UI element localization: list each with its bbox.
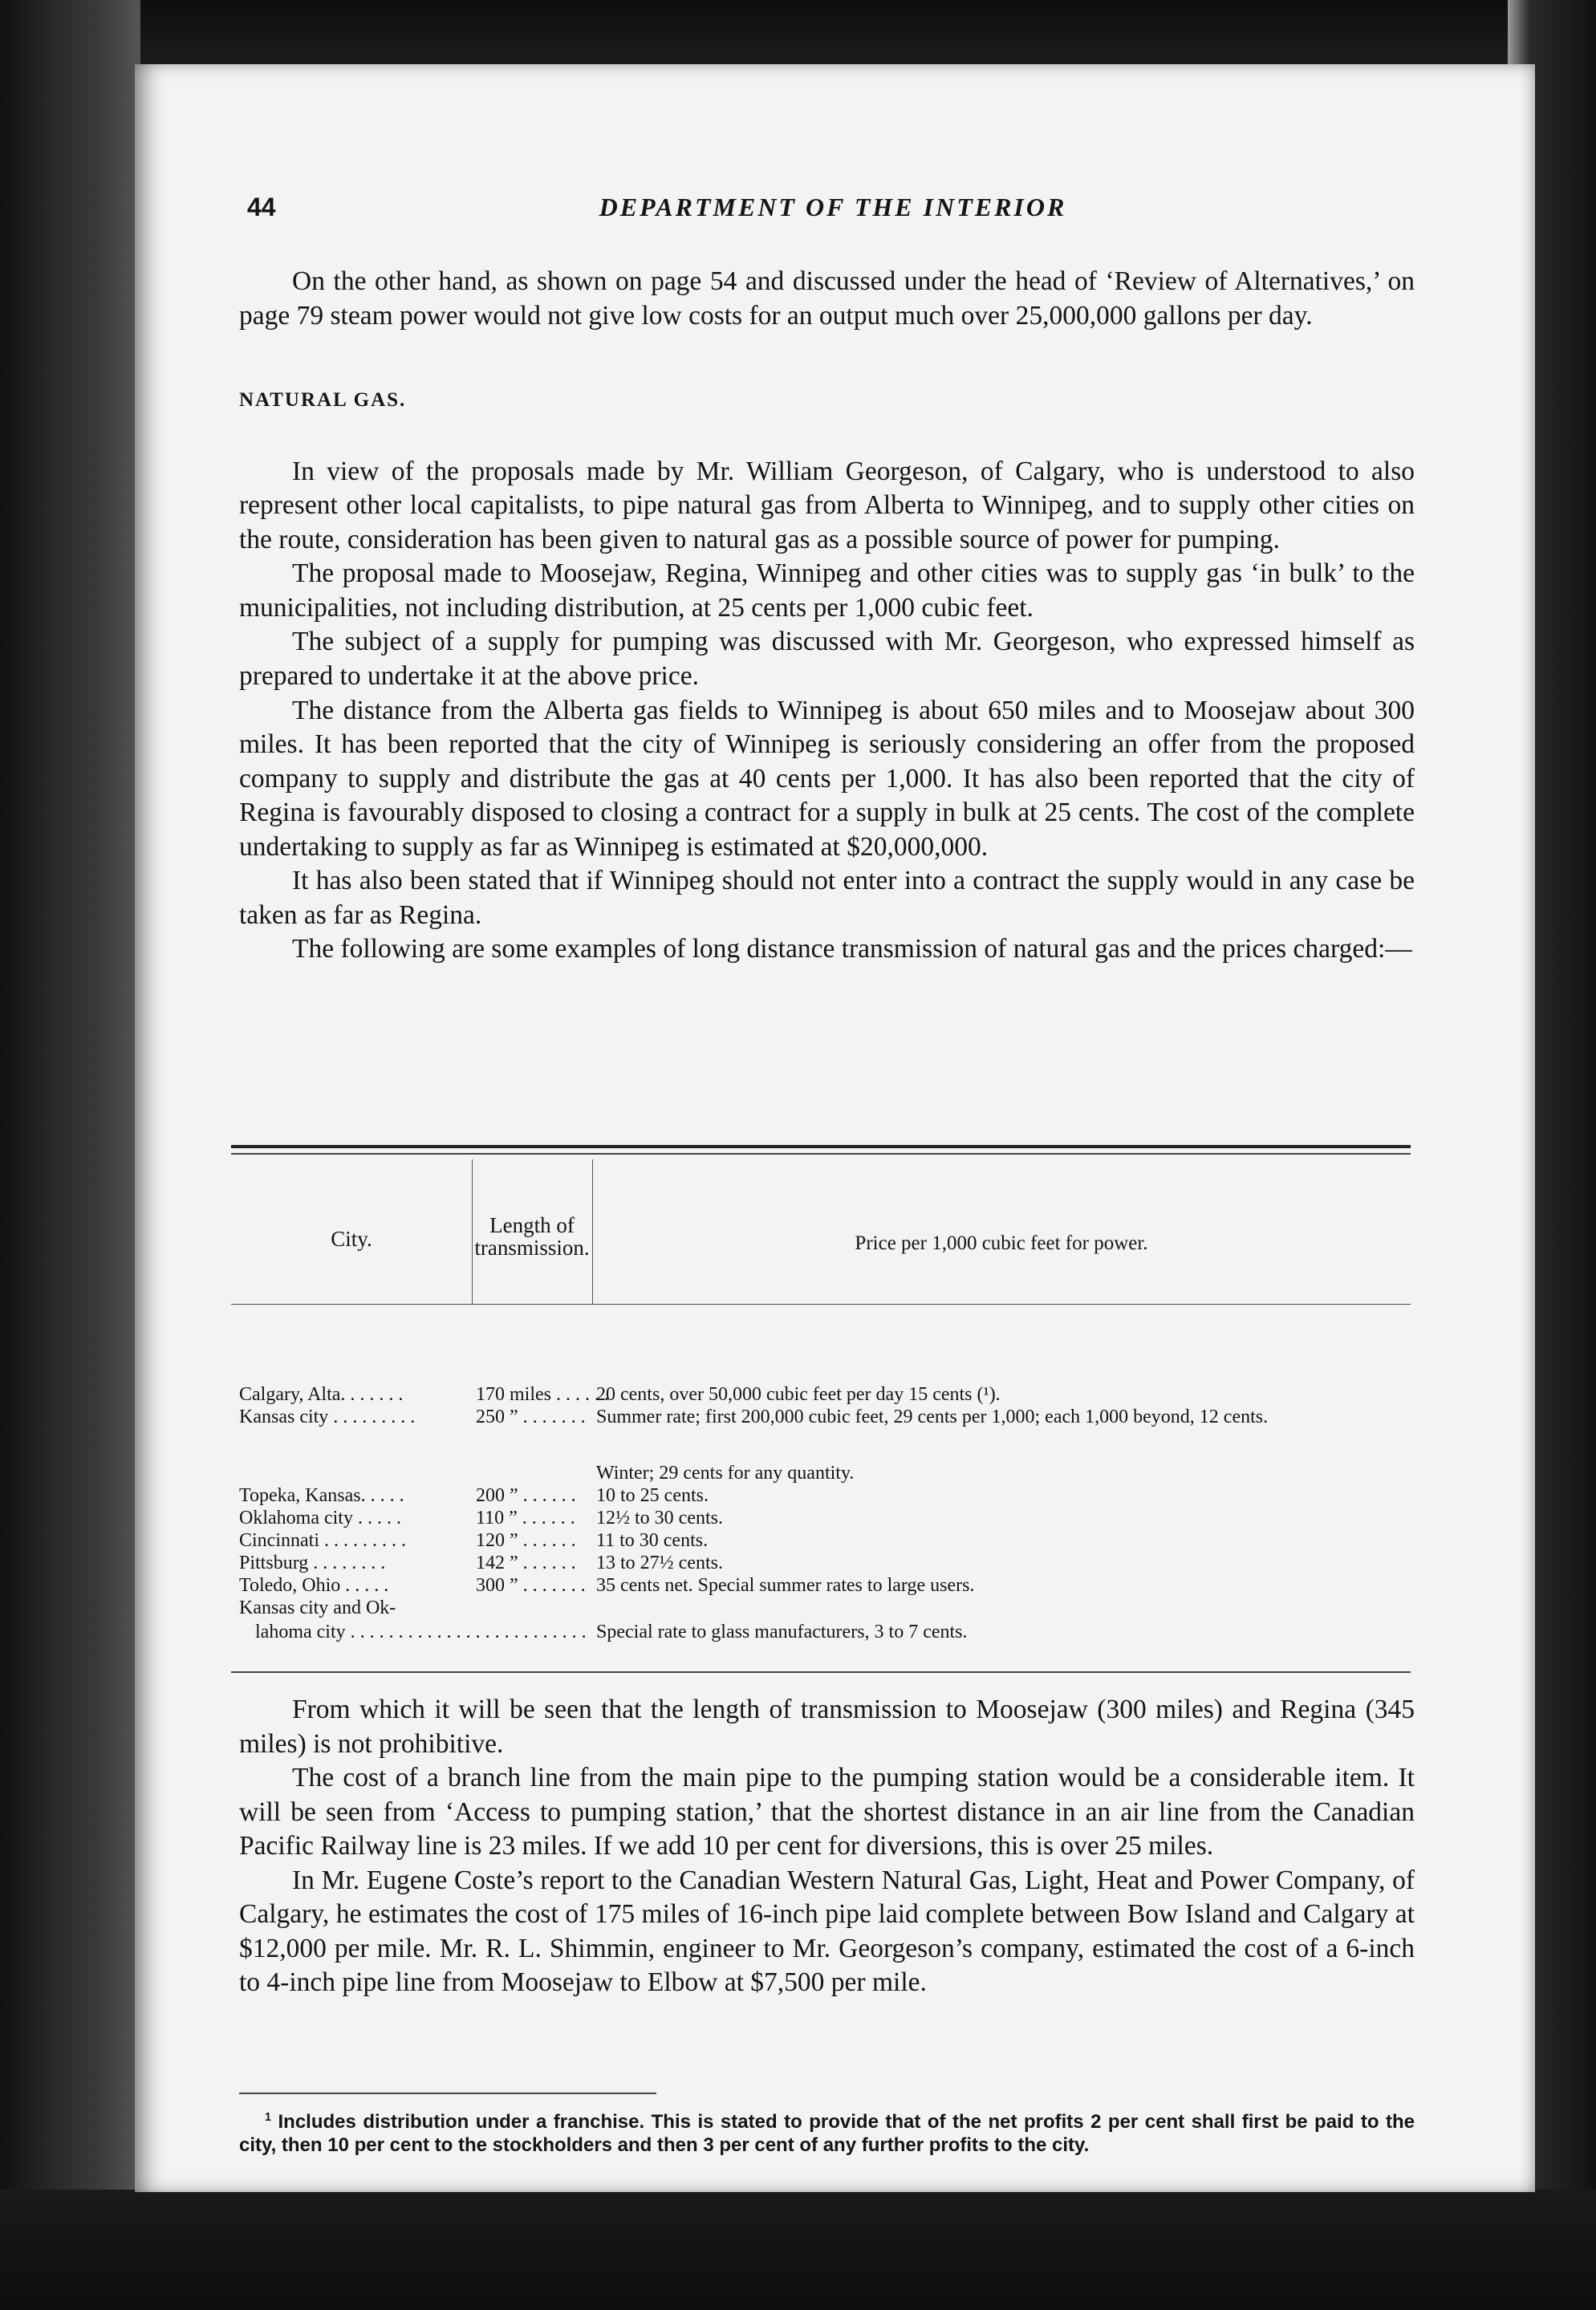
table-cell-price: 13 to 27½ cents. xyxy=(596,1553,723,1573)
table-top-rule xyxy=(231,1145,1411,1148)
table-cell-price: 10 to 25 cents. xyxy=(596,1485,709,1506)
column-divider xyxy=(592,1159,593,1304)
transmission-table xyxy=(231,1213,1411,1673)
paragraph: From which it will be seen that the length of transmission to Moosejaw (300 miles) and Regina (345 miles) is not prohibitive. xyxy=(239,1695,1415,1759)
document-page xyxy=(135,64,1535,2192)
footnote-marker: 1 xyxy=(265,2111,272,2124)
scan-border-bottom xyxy=(0,2190,1596,2310)
table-cell-city: Toledo, Ohio . . . . . xyxy=(239,1575,389,1596)
paragraph: The proposal made to Moosejaw, Regina, Winnipeg and other cities was to supply gas ‘in bulk’ to the municipalities, not including distribution, at 25 cents per 1,000 cubic feet. xyxy=(239,558,1415,623)
table-cell-price: 11 to 30 cents. xyxy=(596,1530,709,1551)
table-cell-price: Special rate to glass manufacturers, 3 to 7 cents. xyxy=(596,1622,968,1642)
intro-paragraph: On the other hand, as shown on page 54 and discussed under the head of ‘Review of Alternatives,’ on page 79 steam power would not give low costs for an output much over 25,000,000 gallons per day. xyxy=(239,266,1415,331)
body-text-lower xyxy=(239,1693,1415,2000)
section-heading: NATURAL GAS. xyxy=(239,389,407,412)
footnote xyxy=(239,2110,1415,2158)
paragraph: In Mr. Eugene Coste’s report to the Canadian Western Natural Gas, Light, Heat and Power Company, of Calgary, he estimates the cost of 175 miles of 16-inch pipe laid complete between Bow Island and Calgary at $12,000 per mile. Mr. R. L. Shimmin, engineer to Mr. Georgeson’s company, estimated the cost of a 6-inch to 4-inch pipe line from Moosejaw to Elbow at $7,500 per mile. xyxy=(239,1865,1415,1998)
table-cell-length: 200 ” . . . . . . xyxy=(476,1485,576,1506)
table-cell-length: 170 miles . . . . . . xyxy=(476,1384,609,1405)
page-header xyxy=(247,193,1419,233)
table-cell-price: Summer rate; first 200,000 cubic feet, 29 cents per 1,000; each 1,000 beyond, 12 cents. xyxy=(596,1407,1269,1427)
table-cell-length: 120 ” . . . . . . xyxy=(476,1530,576,1551)
column-header-price: Price per 1,000 cubic feet for power. xyxy=(855,1232,1148,1254)
table-cell-city: Calgary, Alta. . . . . . . xyxy=(239,1384,404,1405)
table-cell-price: 20 cents, over 50,000 cubic feet per day 15 cents (¹). xyxy=(596,1384,1001,1405)
paragraph: In view of the proposals made by Mr. William Georgeson, of Calgary, who is understood to also represent other local capitalists, to pipe natural gas from Alberta to Winnipeg, and to supply other cities on the route, consideration has been given to natural gas as a possible source of power for pumping. xyxy=(239,456,1415,554)
table-cell-length: 250 ” . . . . . . . xyxy=(476,1407,586,1427)
table-cell-city: Topeka, Kansas. . . . . xyxy=(239,1485,404,1506)
table-cell-price: 12½ to 30 cents. xyxy=(596,1508,723,1528)
footnote-rule xyxy=(239,2093,656,2094)
paragraph: The distance from the Alberta gas fields to Winnipeg is about 650 miles and to Moosejaw about 300 miles. It has been reported that the city of Winnipeg is seriously considering an offer from the proposed company to supply and distribute the gas at 40 cents per 1,000. It has also been reported that the city of Regina is favourably disposed to closing a contract for a supply in bulk at 25 cents. The cost of the complete undertaking to supply as far as Winnipeg is estimated at $20,000,000. xyxy=(239,695,1415,862)
table-cell-city: Kansas city and Ok- xyxy=(239,1598,396,1618)
table-cell-city: lahoma city . . . . . . . . . . . . . . . . . . . . . . . . . xyxy=(255,1622,587,1642)
column-header-length xyxy=(472,1214,592,1260)
table-cell-length: 300 ” . . . . . . . xyxy=(476,1575,586,1596)
scan-border-left xyxy=(0,0,140,2310)
column-header-city: City. xyxy=(331,1227,372,1251)
table-top-rule-thin xyxy=(231,1153,1411,1155)
table-bottom-rule xyxy=(231,1671,1411,1673)
header-rule xyxy=(231,1304,1411,1305)
paragraph: The cost of a branch line from the main pipe to the pumping station would be a considerable item. It will be seen from ‘Access to pumping station,’ that the shortest distance in an air line from the Canadian Pacific Railway line is 23 miles. If we add 10 per cent for diversions, this is over 25 miles. xyxy=(239,1763,1415,1861)
page-number: 44 xyxy=(247,193,276,221)
table-cell-price: 35 cents net. Special summer rates to large users. xyxy=(596,1575,975,1596)
paragraph: The following are some examples of long distance transmission of natural gas and the prices charged:— xyxy=(292,934,1412,964)
body-text-upper xyxy=(239,265,1415,967)
table-cell-city: Oklahoma city . . . . . xyxy=(239,1508,401,1528)
column-header-length-line1: Length of xyxy=(489,1213,575,1237)
table-cell-city: Cincinnati . . . . . . . . . xyxy=(239,1530,406,1551)
table-cell-city: Kansas city . . . . . . . . . xyxy=(239,1407,416,1427)
table-cell-price: Winter; 29 cents for any quantity. xyxy=(596,1463,855,1484)
paragraph: The subject of a supply for pumping was discussed with Mr. Georgeson, who expressed himself as prepared to undertake it at the above price. xyxy=(239,627,1415,691)
scan-border-top xyxy=(0,0,1596,68)
footnote-text: Includes distribution under a franchise. This is stated to provide that of the net profits 2 per cent shall first be paid to the city, then 10 per cent to the stockholders and then 3 per cent of any further profits to the city. xyxy=(239,2111,1415,2157)
table-cell-length: 142 ” . . . . . . xyxy=(476,1553,576,1573)
table-cell-length: 110 ” . . . . . . xyxy=(476,1508,575,1528)
column-header-length-line2: transmission. xyxy=(474,1236,590,1261)
running-head: DEPARTMENT OF THE INTERIOR xyxy=(599,193,1067,221)
table-cell-city: Pittsburg . . . . . . . . xyxy=(239,1553,386,1573)
paragraph: It has also been stated that if Winnipeg should not enter into a contract the supply would in any case be taken as far as Regina. xyxy=(239,866,1415,930)
